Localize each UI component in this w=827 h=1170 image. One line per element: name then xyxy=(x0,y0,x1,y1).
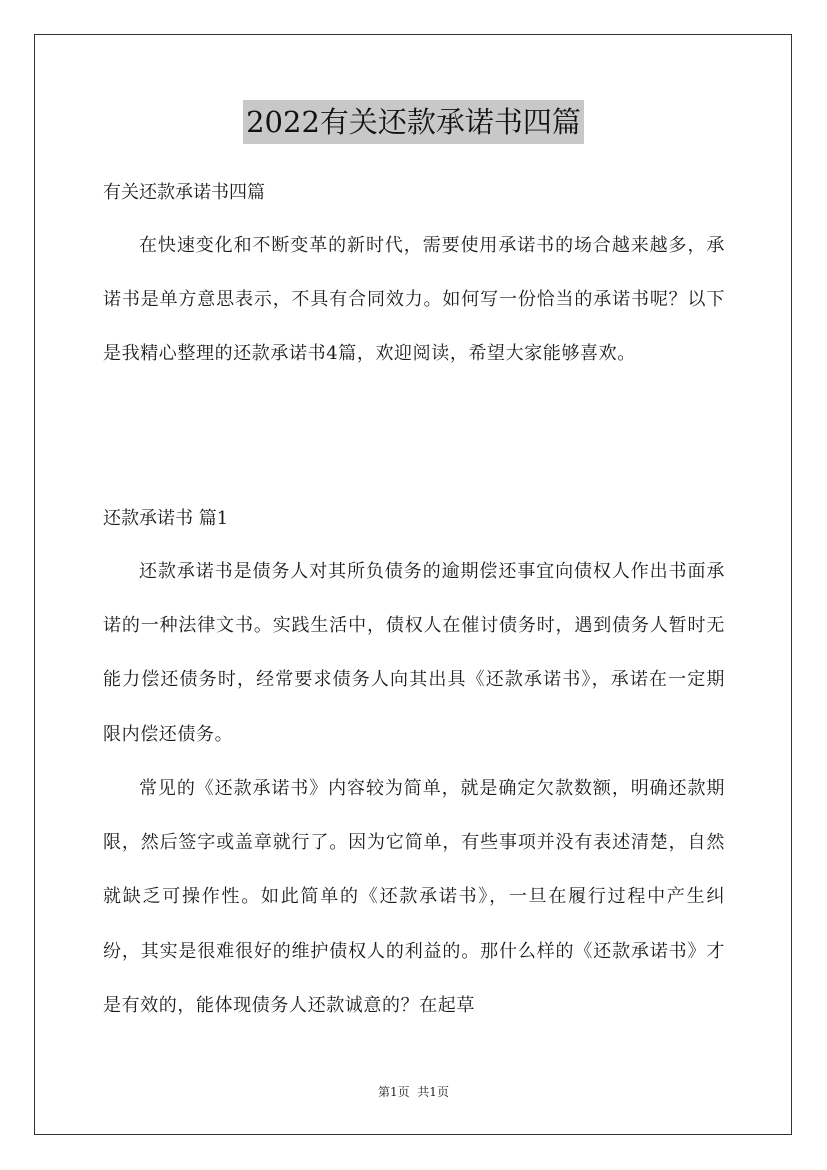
document-subtitle: 有关还款承诺书四篇 xyxy=(103,182,265,203)
page-footer: 第1页 共1页 xyxy=(378,1085,449,1099)
section-heading: 还款承诺书 篇1 xyxy=(103,508,229,529)
title-container xyxy=(0,100,827,144)
section-paragraph-1: 还款承诺书是债务人对其所负债务的逾期偿还事宜向债权人作出书面承诺的一种法律文书。实践生活中，债权人在催讨债务时，遇到债务人暂时无能力偿还债务时，经常要求债务人向其出具《还款承诺书》，承诺在一定期限内偿还债务。 xyxy=(103,561,725,745)
document-title: 2022有关还款承诺书四篇 xyxy=(243,100,584,144)
intro-paragraph: 在快速变化和不断变革的新时代，需要使用承诺书的场合越来越多，承诺书是单方意思表示，不具有合同效力。如何写一份恰当的承诺书呢？以下是我精心整理的还款承诺书4篇，欢迎阅读，希望大家能够喜欢。 xyxy=(103,235,725,365)
section-paragraph-2: 常见的《还款承诺书》内容较为简单，就是确定欠款数额，明确还款期限，然后签字或盖章就行了。因为它简单，有些事项并没有表述清楚，自然就缺乏可操作性。如此简单的《还款承诺书》，一旦在履行过程中产生纠纷，其实是很难很好的维护债权人的利益的。那什么样的《还款承诺书》才是有效的，能体现债务人还款诚意的？在起草 xyxy=(103,778,725,1016)
